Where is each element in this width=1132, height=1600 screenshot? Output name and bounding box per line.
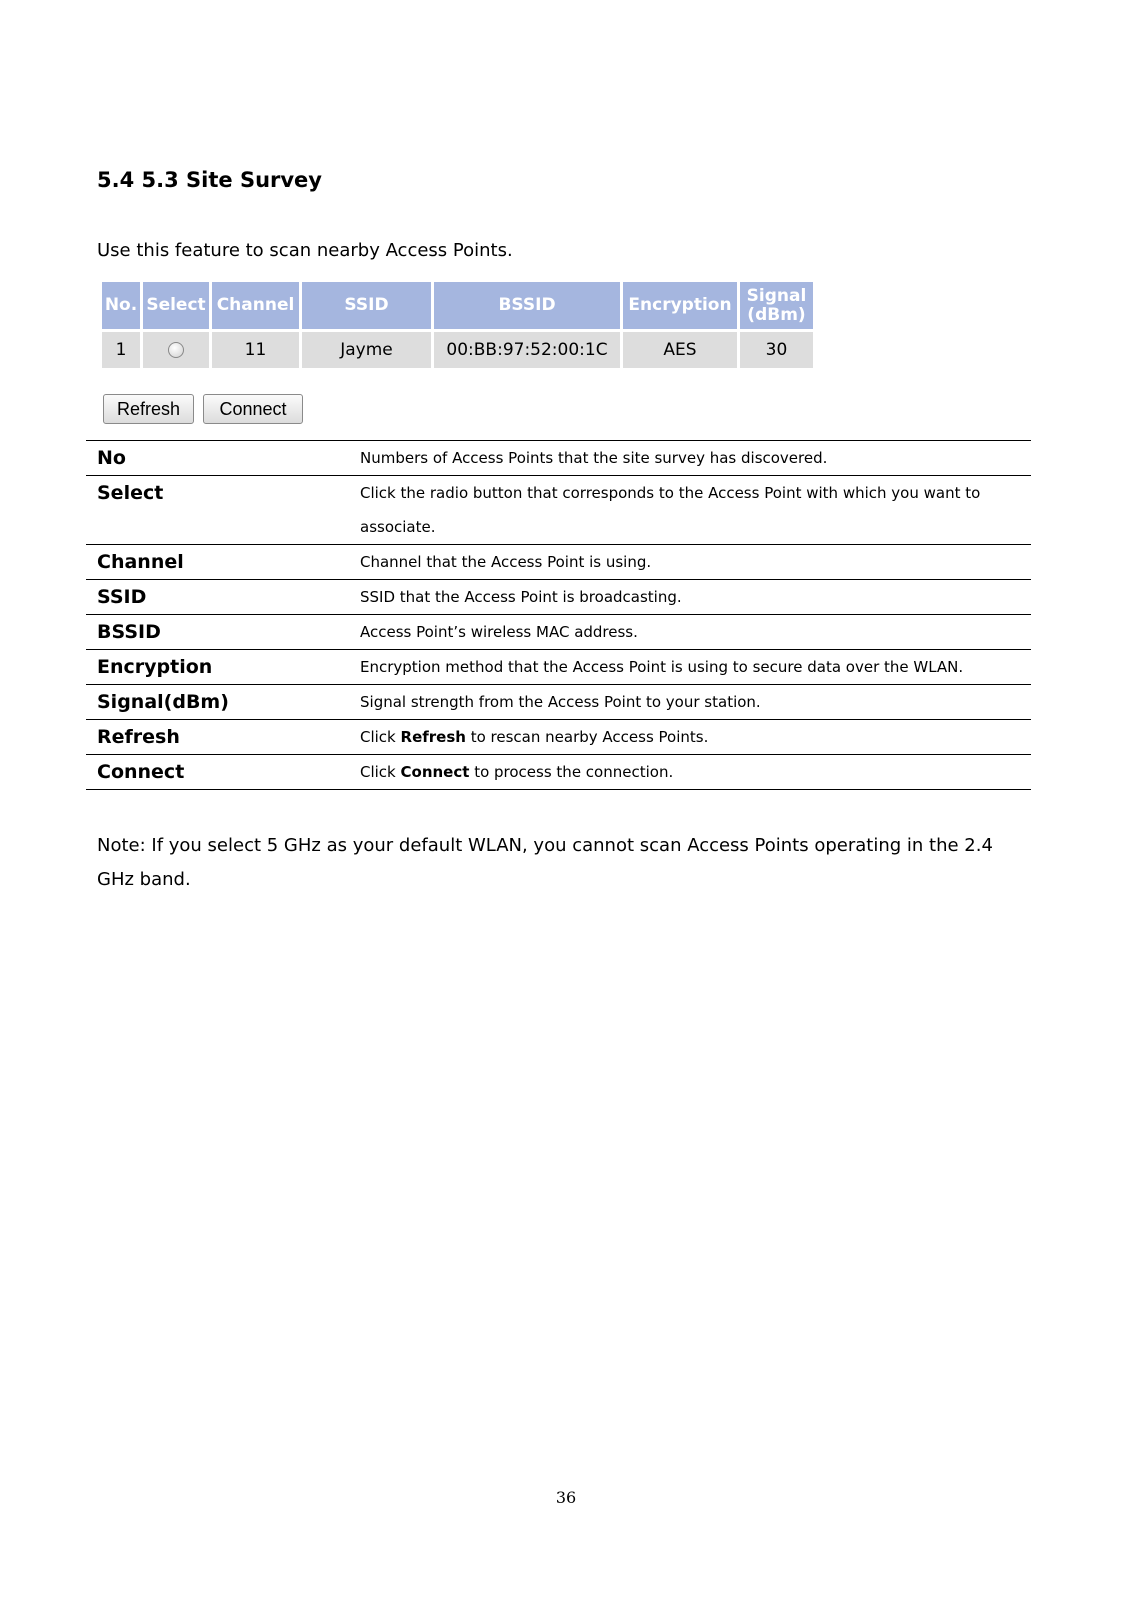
col-header-signal: Signal (dBm) <box>740 282 813 329</box>
definition-row <box>86 720 1031 755</box>
definition-row <box>86 580 1031 615</box>
field-description-table <box>86 440 1031 790</box>
term-refresh: Refresh <box>86 720 351 755</box>
desc-no: Numbers of Access Points that the site survey has discovered. <box>351 441 1031 476</box>
definition-row <box>86 545 1031 580</box>
definition-row <box>86 650 1031 685</box>
cell-signal: 30 <box>740 332 813 368</box>
section-title: 5.4 5.3 Site Survey <box>97 168 322 192</box>
desc-refresh-post: to rescan nearby Access Points. <box>465 728 709 746</box>
term-ssid: SSID <box>86 580 351 615</box>
definition-row <box>86 685 1031 720</box>
ap-select-radio[interactable] <box>168 342 184 358</box>
connect-button[interactable]: Connect <box>203 394 303 424</box>
table-row <box>102 332 813 368</box>
col-header-encryption: Encryption <box>623 282 737 329</box>
term-encryption: Encryption <box>86 650 351 685</box>
desc-connect-pre: Click <box>360 763 401 781</box>
intro-text: Use this feature to scan nearby Access Points. <box>97 240 513 261</box>
desc-connect-bold: Connect <box>400 763 470 781</box>
col-header-ssid: SSID <box>302 282 431 329</box>
col-header-select: Select <box>143 282 209 329</box>
page-number: 36 <box>555 1488 577 1507</box>
term-select: Select <box>86 476 351 545</box>
desc-bssid: Access Point’s wireless MAC address. <box>351 615 1031 650</box>
term-no: No <box>86 441 351 476</box>
cell-no: 1 <box>102 332 140 368</box>
term-channel: Channel <box>86 545 351 580</box>
desc-refresh <box>351 720 1031 755</box>
term-bssid: BSSID <box>86 615 351 650</box>
note-text: Note: If you select 5 GHz as your default WLAN, you cannot scan Access Points operating in the 2.4 GHz band. <box>97 835 993 890</box>
col-header-bssid: BSSID <box>434 282 620 329</box>
desc-refresh-pre: Click <box>360 728 401 746</box>
site-survey-table <box>99 279 816 371</box>
definition-row <box>86 615 1031 650</box>
definition-row <box>86 476 1031 545</box>
desc-refresh-bold: Refresh <box>400 728 466 746</box>
survey-header-row <box>102 282 813 329</box>
definition-row <box>86 755 1031 790</box>
col-header-no: No. <box>102 282 140 329</box>
desc-encryption: Encryption method that the Access Point is using to secure data over the WLAN. <box>351 650 1031 685</box>
cell-channel: 11 <box>212 332 299 368</box>
desc-signal: Signal strength from the Access Point to your station. <box>351 685 1031 720</box>
term-connect: Connect <box>86 755 351 790</box>
desc-connect <box>351 755 1031 790</box>
cell-select <box>143 332 209 368</box>
desc-select: Click the radio button that corresponds to the Access Point with which you want to associate. <box>351 476 1031 545</box>
cell-encryption: AES <box>623 332 737 368</box>
col-header-channel: Channel <box>212 282 299 329</box>
desc-ssid: SSID that the Access Point is broadcasting. <box>351 580 1031 615</box>
desc-channel: Channel that the Access Point is using. <box>351 545 1031 580</box>
cell-bssid: 00:BB:97:52:00:1C <box>434 332 620 368</box>
term-signal: Signal(dBm) <box>86 685 351 720</box>
cell-ssid: Jayme <box>302 332 431 368</box>
definition-row <box>86 441 1031 476</box>
refresh-button[interactable]: Refresh <box>103 394 194 424</box>
desc-connect-post: to process the connection. <box>469 763 674 781</box>
